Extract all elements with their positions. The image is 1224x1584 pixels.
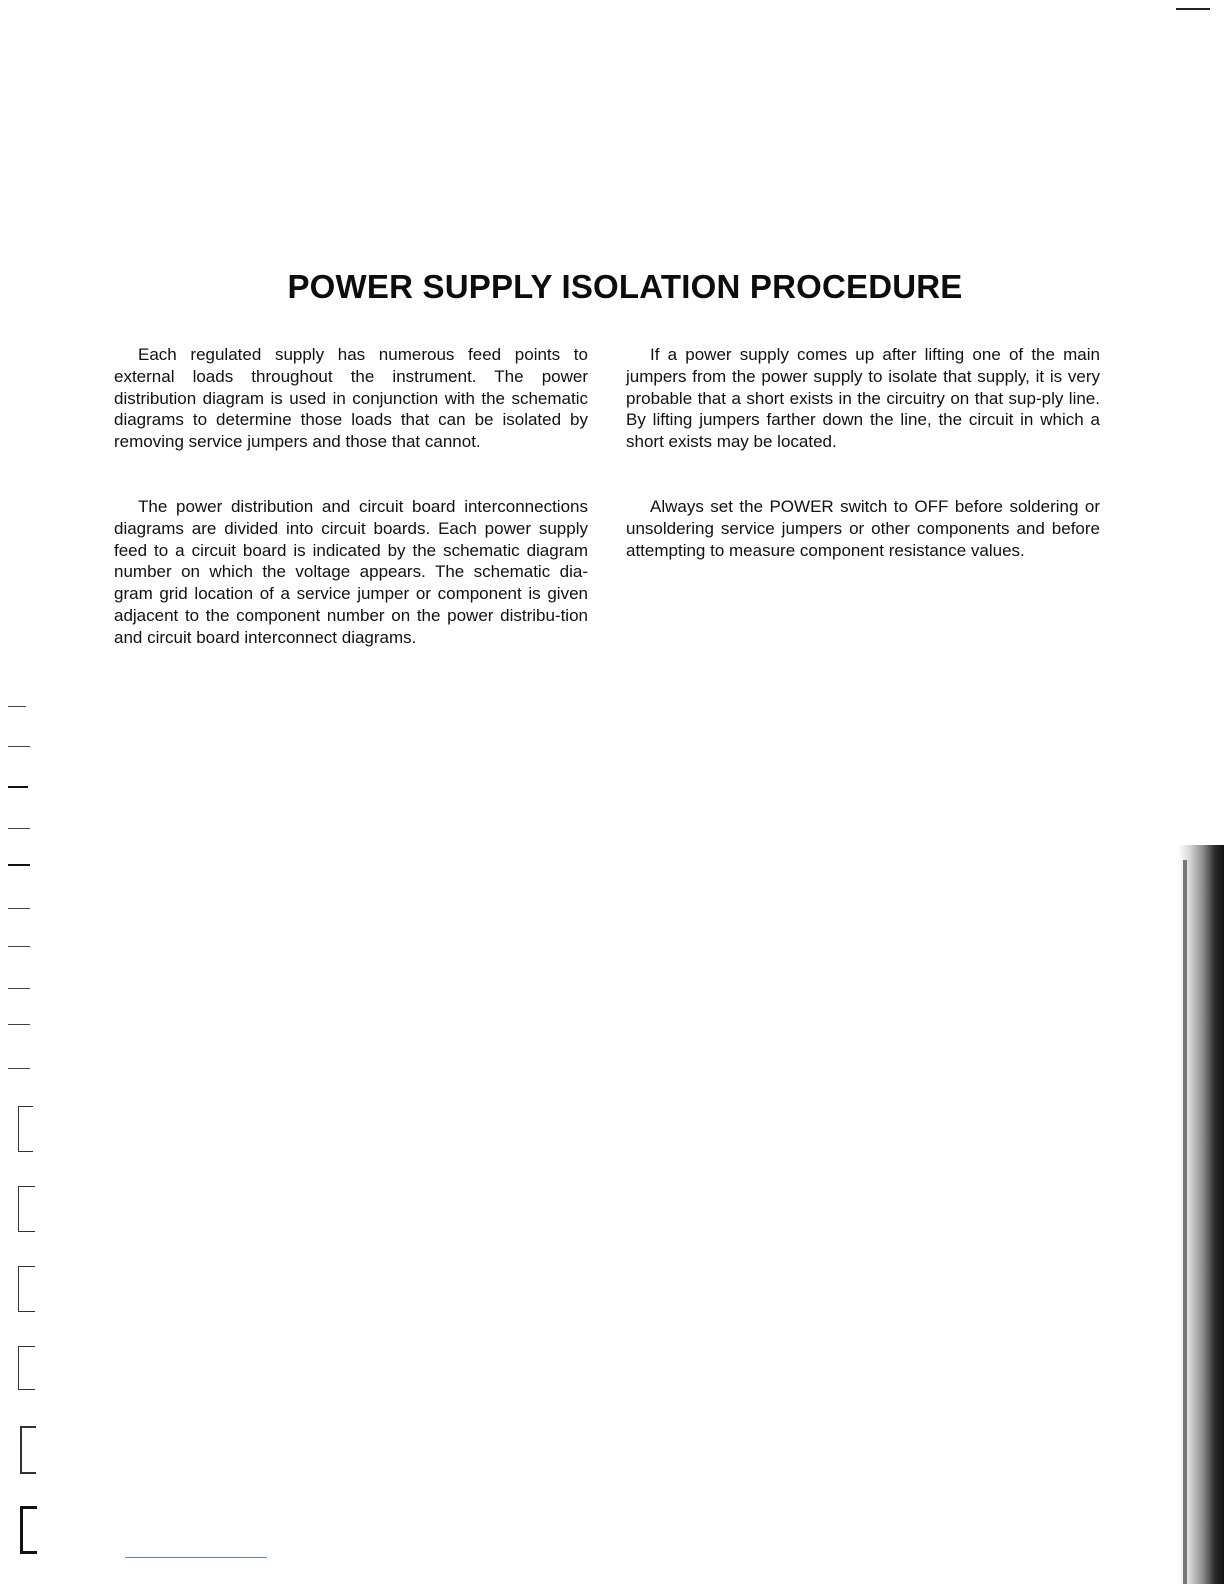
- right-paragraph-1: If a power supply comes up after lifting one of the main jumpers from the power supply to isolate that supply, it is very probable that a short exists in the circuitry on that sup-ply line. By lifting jumpers farther down the line, the circuit in which a short exists may be located.: [626, 345, 1100, 452]
- binding-mark: [8, 946, 30, 947]
- right-column-paragraph-2-block: [626, 496, 1100, 561]
- right-paragraph-2: Always set the POWER switch to OFF before soldering or unsoldering service jumpers or other components and before attempting to measure component resistance values.: [626, 497, 1100, 560]
- left-column-paragraph-2-block: [114, 496, 588, 649]
- left-paragraph-2: The power distribution and circuit board interconnections diagrams are divided into circuit boards. Each power supply feed to a circuit board is indicated by the schematic diagram number on which the voltage appears. The schematic dia-gram grid location of a service jumper or component is given adjacent to the component number on the power distribu-tion and circuit board interconnect diagrams.: [114, 497, 588, 647]
- page-title: POWER SUPPLY ISOLATION PROCEDURE: [287, 268, 963, 305]
- right-column-paragraph-1-block: [626, 344, 1100, 453]
- binding-hole-mark: [20, 1506, 37, 1554]
- binding-mark: [8, 706, 26, 707]
- binding-hole-mark: [18, 1346, 35, 1390]
- binding-mark: [8, 1024, 30, 1025]
- binding-mark: [8, 988, 30, 989]
- left-paragraph-1: Each regulated supply has numerous feed points to external loads throughout the instrument. The power distribution diagram is used in conjunction with the schematic diagrams to determine those loads that can be isolated by removing service jumpers and those that cannot.: [114, 345, 588, 452]
- scan-edge-mark-top: [1176, 8, 1210, 10]
- binding-hole-mark: [18, 1106, 33, 1152]
- binding-mark: [8, 908, 30, 909]
- binding-hole-mark: [20, 1426, 36, 1474]
- scan-edge-mark-bottom: [125, 1557, 267, 1558]
- binding-mark: [8, 864, 30, 866]
- binding-hole-mark: [18, 1186, 35, 1232]
- scan-shadow-right-bar: [1183, 860, 1187, 1584]
- binding-mark: [8, 828, 30, 829]
- binding-mark: [8, 746, 30, 747]
- binding-mark: [8, 786, 28, 788]
- binding-hole-mark: [18, 1266, 35, 1312]
- binding-mark: [8, 1068, 30, 1069]
- left-column-paragraph-1-block: [114, 344, 588, 453]
